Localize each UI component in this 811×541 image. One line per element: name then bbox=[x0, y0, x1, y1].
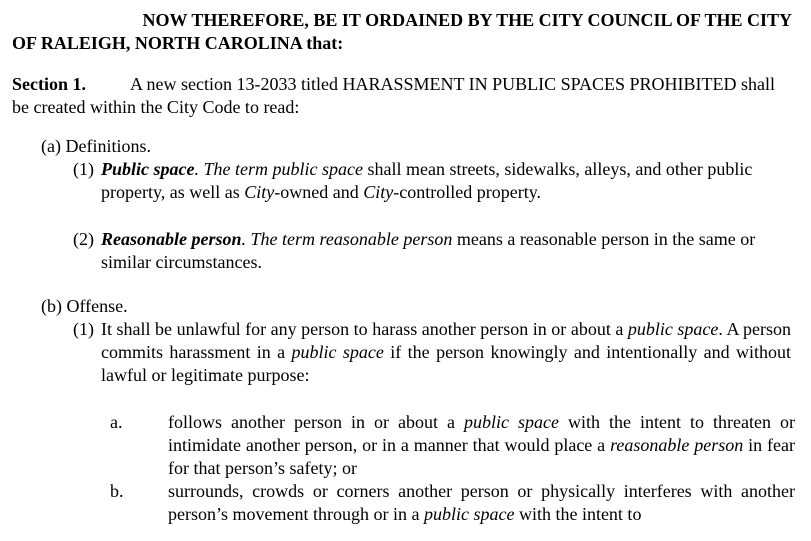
definition-public-space bbox=[73, 158, 793, 204]
term-ref: reasonable person bbox=[610, 435, 744, 455]
term-ref: public space bbox=[627, 319, 719, 339]
term-ref: public space bbox=[464, 412, 559, 432]
heading-line-1: NOW THEREFORE, BE IT ORDAINED BY THE CITY COUNCIL OF THE CITY bbox=[142, 10, 792, 30]
text-run: -controlled property. bbox=[393, 182, 542, 202]
text-run: if the person knowingly and intentionally and without lawful or legitimate purpose: bbox=[101, 342, 791, 385]
offense-subitem-a bbox=[110, 411, 795, 480]
text-run: follows another person in or about a bbox=[168, 412, 464, 432]
offense-subitem-b bbox=[110, 480, 795, 526]
subitem-letter: b. bbox=[110, 481, 124, 501]
defined-term: Reasonable person bbox=[101, 229, 242, 249]
item-number: (1) bbox=[73, 319, 94, 339]
text-run: It shall be unlawful for any person to harass another person in or about a bbox=[101, 319, 628, 339]
section-text: A new section 13-2033 titled HARASSMENT IN PUBLIC SPACES PROHIBITED shall be created within the City Code to read: bbox=[12, 74, 776, 117]
text-run: with the intent to threaten or intimidate another person, or in a manner that would place a bbox=[168, 412, 795, 455]
defined-term: Public space bbox=[101, 159, 195, 179]
offense-item-text bbox=[73, 318, 791, 387]
subitem-text bbox=[110, 411, 795, 480]
term-ref: public space bbox=[423, 504, 515, 524]
text-run: -owned and bbox=[274, 182, 364, 202]
term-ref: City bbox=[244, 182, 275, 202]
term-ref: public space bbox=[291, 342, 384, 362]
subitem-letter: a. bbox=[110, 412, 123, 432]
section-label: Section 1. bbox=[12, 74, 86, 94]
term-ref: City bbox=[363, 182, 394, 202]
term-ref: reasonable person bbox=[319, 229, 453, 249]
item-number: (1) bbox=[73, 159, 94, 179]
term-period: . The term bbox=[241, 229, 320, 249]
text-run: means a reasonable person in the same or similar circumstances. bbox=[101, 229, 756, 272]
section-1 bbox=[12, 73, 792, 119]
definition-reasonable-person bbox=[73, 228, 793, 274]
text-run: surrounds, crowds or corners another person or physically interferes with another person’s movement through or in a bbox=[168, 481, 795, 524]
offense-item-1 bbox=[73, 318, 791, 387]
subitem-text bbox=[110, 480, 795, 526]
item-number: (2) bbox=[73, 229, 94, 249]
text-run: in fear for that person’s safety; or bbox=[168, 435, 795, 478]
term-ref: public space bbox=[272, 159, 363, 179]
term-period: . The term bbox=[194, 159, 273, 179]
heading-line-2: OF RALEIGH, NORTH CAROLINA that: bbox=[12, 33, 344, 53]
ordinance-heading bbox=[12, 9, 792, 55]
definition-text bbox=[73, 228, 793, 274]
definition-text bbox=[73, 158, 793, 204]
text-run: shall mean streets, sidewalks, alleys, and other public property, as well as bbox=[101, 159, 753, 202]
offense-label: (b) Offense. bbox=[41, 296, 128, 316]
text-run: with the intent to bbox=[514, 504, 642, 524]
text-run: . A person commits harassment in a bbox=[101, 319, 791, 362]
definitions-label: (a) Definitions. bbox=[41, 136, 151, 156]
